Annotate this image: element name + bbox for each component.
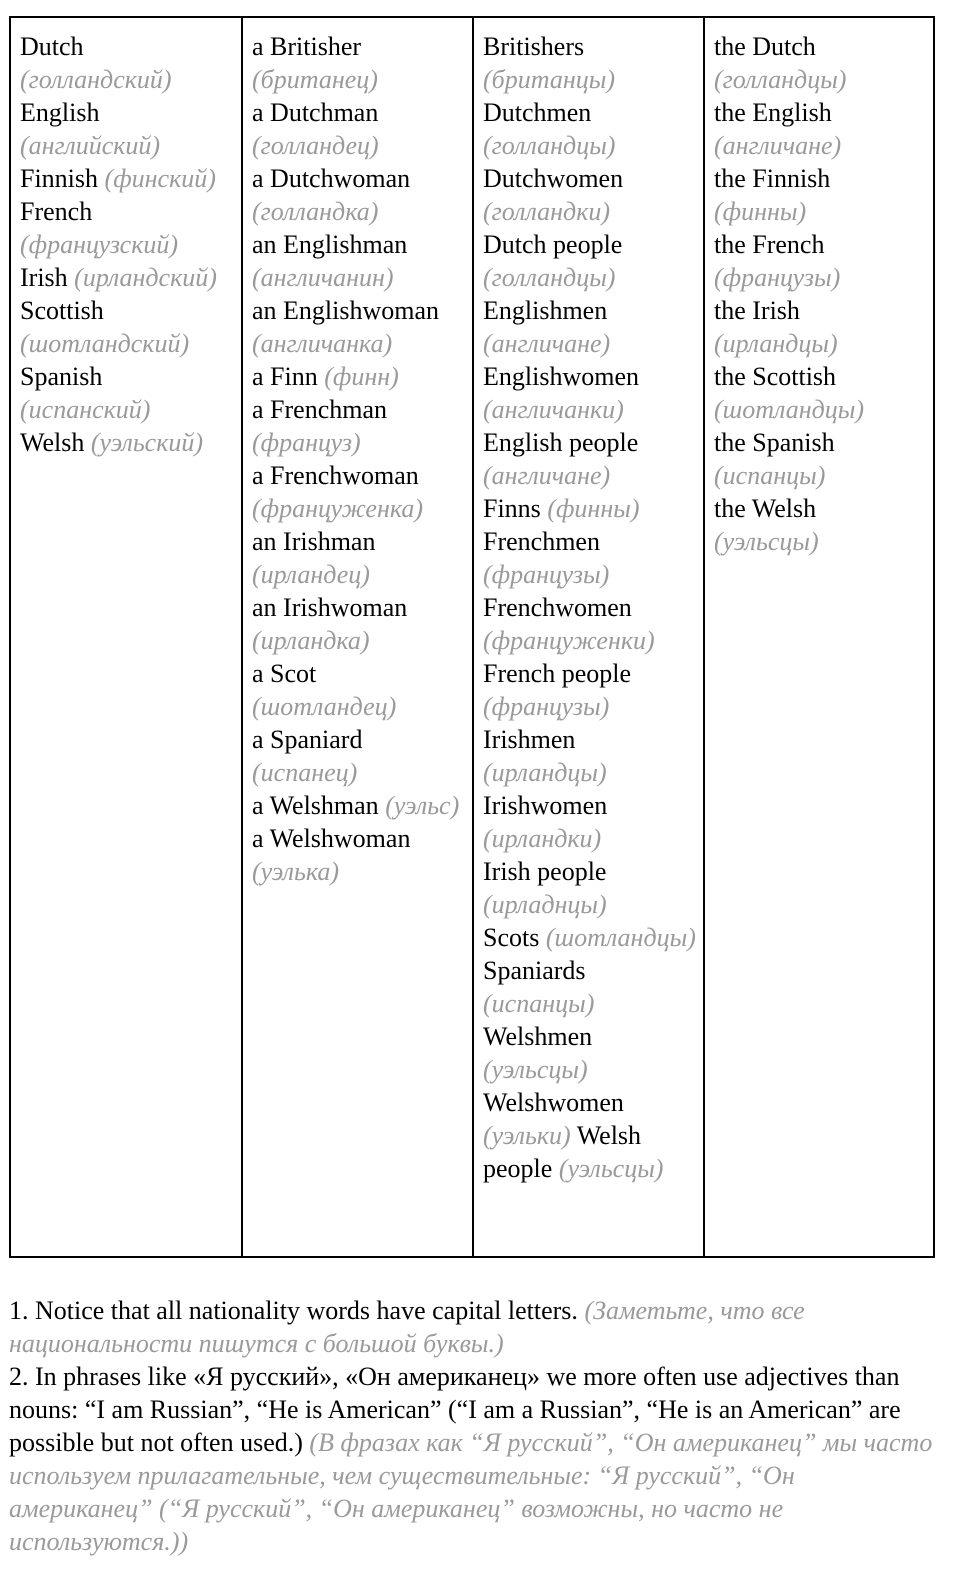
entry-russian: (уэльсцы) — [483, 1055, 588, 1084]
entry-russian: (испанцы) — [714, 461, 826, 490]
table-column-adjectives — [11, 18, 243, 1256]
table-entry — [483, 855, 697, 921]
table-entry — [714, 162, 927, 228]
table-entry — [714, 360, 927, 426]
entry-russian: (английский) — [20, 131, 161, 160]
table-entry — [252, 723, 466, 789]
table-entry — [252, 459, 466, 525]
entry-russian: (уэльский) — [90, 428, 204, 457]
entry-russian: (французы) — [714, 263, 841, 292]
table-entry — [252, 657, 466, 723]
entry-russian: (французы) — [483, 560, 610, 589]
table-entry — [483, 30, 697, 96]
table-entry — [483, 1020, 697, 1086]
entry-russian: (ирландки) — [483, 824, 602, 853]
entry-english: an Englishman — [252, 230, 408, 259]
entry-russian: (уэльсцы) — [558, 1154, 664, 1183]
entry-russian: (англичанин) — [252, 263, 394, 292]
table-entry — [252, 591, 466, 657]
entry-english: Englishwomen — [483, 362, 639, 391]
entry-english: Dutchmen — [483, 98, 592, 127]
nationality-table — [9, 16, 935, 1258]
entry-english: the English — [714, 98, 832, 127]
table-entry — [252, 30, 466, 96]
table-entry — [252, 393, 466, 459]
note-russian: (Заметьте, что все национальности пишутся с большой буквы.) — [9, 1296, 805, 1358]
entry-russian: (ирландцы) — [483, 758, 607, 787]
entry-russian: (англичане) — [714, 131, 842, 160]
entry-russian: (француженки) — [483, 626, 655, 655]
table-entry — [20, 96, 235, 162]
table-entry — [20, 261, 235, 294]
note-item — [9, 1360, 939, 1558]
entry-english: Irishwomen — [483, 791, 608, 820]
entry-russian: (французы) — [483, 692, 610, 721]
entry-english: Irish people — [483, 857, 607, 886]
entry-english: the Dutch — [714, 32, 816, 61]
entry-russian: (ирладнцы) — [483, 890, 607, 919]
table-entry — [483, 228, 697, 294]
entry-russian: (ирландец) — [252, 560, 370, 589]
table-entry — [252, 162, 466, 228]
entry-english: Welshmen — [483, 1022, 593, 1051]
entry-russian: (ирландцы) — [714, 329, 838, 358]
entry-russian: (англичане) — [483, 461, 611, 490]
entry-english: a Britisher — [252, 32, 362, 61]
entry-russian: (финны) — [547, 494, 640, 523]
entry-english: Frenchmen — [483, 527, 600, 556]
table-entry — [714, 228, 927, 294]
entry-english: English people — [483, 428, 639, 457]
table-entry — [483, 723, 697, 789]
entry-english: Welshwomen — [483, 1088, 624, 1117]
entry-russian: (голландцы) — [483, 131, 616, 160]
table-entry — [483, 921, 697, 954]
entry-russian: (испанец) — [252, 758, 358, 787]
table-entry — [252, 360, 466, 393]
entry-russian: (голландец) — [252, 131, 379, 160]
entry-english: the Irish — [714, 296, 800, 325]
entry-english: Britishers — [483, 32, 585, 61]
entry-russian: (британец) — [252, 65, 378, 94]
entry-russian: (шотландцы) — [545, 923, 696, 952]
table-entry — [483, 294, 697, 360]
entry-russian: (голландки) — [483, 197, 611, 226]
table-entry — [252, 96, 466, 162]
entry-english: English — [20, 98, 100, 127]
entry-english: a Dutchwoman — [252, 164, 411, 193]
entry-russian: (финны) — [714, 197, 807, 226]
table-entry — [714, 492, 927, 558]
entry-english: Irishmen — [483, 725, 576, 754]
table-entry — [483, 657, 697, 723]
entry-english: the Scottish — [714, 362, 837, 391]
table-entry — [714, 30, 927, 96]
table-entry — [714, 294, 927, 360]
entry-english: a Dutchman — [252, 98, 379, 127]
entry-russian: (финский) — [104, 164, 216, 193]
entry-english: Frenchwomen — [483, 593, 632, 622]
entry-english: a Frenchman — [252, 395, 388, 424]
entry-english: an Englishwoman — [252, 296, 440, 325]
table-entry — [483, 789, 697, 855]
entry-russian: (голландка) — [252, 197, 379, 226]
entry-russian: (шотландец) — [252, 692, 397, 721]
entry-english: a Welshman — [252, 791, 379, 820]
entry-russian: (французский) — [20, 230, 179, 259]
entry-english: an Irishman — [252, 527, 376, 556]
entry-english: Scottish — [20, 296, 104, 325]
entry-russian: (англичанки) — [483, 395, 624, 424]
table-entry — [714, 96, 927, 162]
table-entry — [483, 360, 697, 426]
entry-russian: (голландский) — [20, 65, 172, 94]
table-entry — [252, 525, 466, 591]
entry-russian: (британцы) — [483, 65, 615, 94]
entry-english: Finns — [483, 494, 541, 523]
entry-english: Irish — [20, 263, 68, 292]
entry-english: the Spanish — [714, 428, 835, 457]
table-column-plural-nouns — [474, 18, 705, 1256]
entry-english: a Welshwoman — [252, 824, 411, 853]
table-entry — [252, 822, 466, 888]
entry-english: Scots — [483, 923, 540, 952]
entry-russian: (француженка) — [252, 494, 424, 523]
entry-russian: (испанцы) — [483, 989, 595, 1018]
table-entry — [483, 162, 697, 228]
table-entry — [20, 30, 235, 96]
entry-english: the Welsh — [714, 494, 817, 523]
entry-english: Englishmen — [483, 296, 608, 325]
table-entry — [252, 789, 466, 822]
entry-english: Spaniards — [483, 956, 586, 985]
entry-english: Welsh people — [483, 1121, 642, 1183]
notes-section — [9, 1294, 939, 1558]
table-entry — [20, 360, 235, 426]
entry-russian: (уэльсцы) — [714, 527, 819, 556]
table-entry — [483, 954, 697, 1020]
table-column-singular-nouns — [243, 18, 474, 1256]
entry-english: a Finn — [252, 362, 318, 391]
table-entry — [20, 426, 235, 459]
entry-russian: (ирландка) — [252, 626, 370, 655]
table-entry — [252, 294, 466, 360]
entry-russian: (англичане) — [483, 329, 611, 358]
entry-english: Spanish — [20, 362, 103, 391]
entry-russian: (голландцы) — [714, 65, 847, 94]
table-entry — [20, 195, 235, 261]
entry-russian: (уэлька) — [252, 857, 340, 886]
entry-english: a Frenchwoman — [252, 461, 419, 490]
table-column-collective-nouns — [705, 18, 933, 1256]
note-russian: (В фразах как “Я русский”, “Он американец” мы часто используем прилагательные, чем существительные: “Я русский”, “Он американец” (“Я русский”, “Он американец” возможны, но часто не используются.)) — [9, 1428, 933, 1556]
entry-english: a Spaniard — [252, 725, 363, 754]
note-english: 1. Notice that all nationality words have capital letters. — [9, 1296, 578, 1325]
entry-english: Dutch — [20, 32, 84, 61]
entry-english: a Scot — [252, 659, 317, 688]
entry-english: Dutch people — [483, 230, 623, 259]
entry-russian: (уэльс) — [385, 791, 460, 820]
table-entry — [20, 162, 235, 195]
entry-english: the Finnish — [714, 164, 831, 193]
entry-russian: (финн) — [324, 362, 399, 391]
table-entry — [483, 96, 697, 162]
entry-russian: (англичанка) — [252, 329, 393, 358]
entry-russian: (ирландский) — [74, 263, 217, 292]
entry-russian: (шотландцы) — [714, 395, 865, 424]
table-entry — [252, 228, 466, 294]
entry-english: French people — [483, 659, 632, 688]
table-entry — [714, 426, 927, 492]
entry-english: Dutchwomen — [483, 164, 624, 193]
entry-russian: (француз) — [252, 428, 361, 457]
table-entry — [483, 426, 697, 492]
note-item — [9, 1294, 939, 1360]
table-entry — [483, 525, 697, 591]
entry-russian: (испанский) — [20, 395, 151, 424]
entry-russian: (шотландский) — [20, 329, 190, 358]
entry-russian: (голландцы) — [483, 263, 616, 292]
entry-english: Finnish — [20, 164, 99, 193]
entry-russian: (уэльки) — [483, 1121, 571, 1150]
table-entry — [483, 492, 697, 525]
entry-english: French — [20, 197, 93, 226]
table-entry — [483, 591, 697, 657]
entry-english: Welsh — [20, 428, 85, 457]
entry-english: an Irishwoman — [252, 593, 408, 622]
entry-english: the French — [714, 230, 825, 259]
note-english: 2. In phrases like «Я русский», «Он американец» we more often use adjectives than nouns: “I am Russian”, “He is American” (“I am a Russian”, “He is an American” are possible but not often used.) — [9, 1362, 901, 1457]
table-entry — [20, 294, 235, 360]
